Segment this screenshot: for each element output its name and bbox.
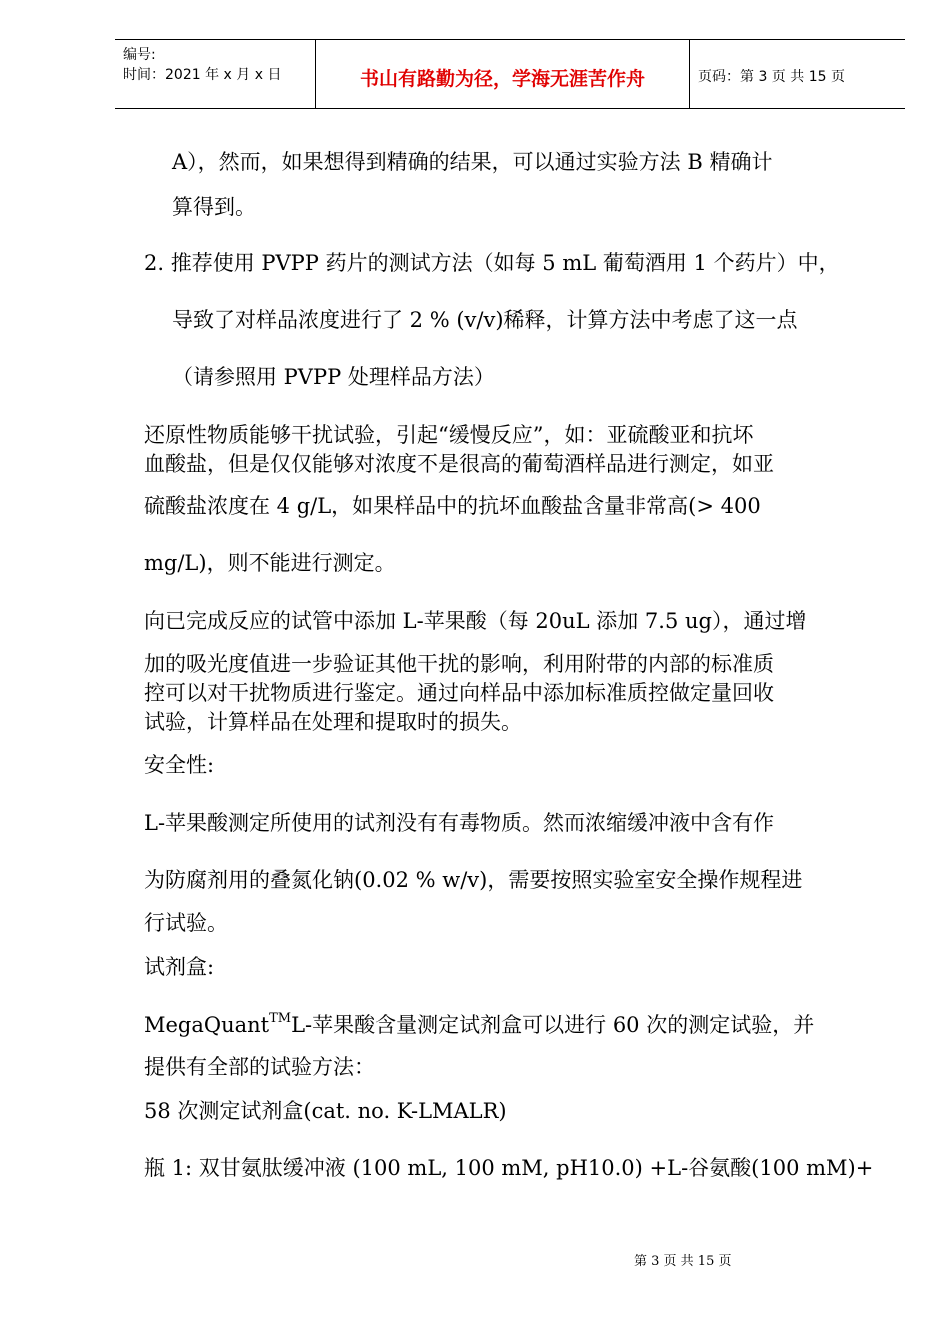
text-line: （请参照用 PVPP 处理样品方法） <box>172 365 495 389</box>
text-line: 58 次测定试剂盒(cat. no. K-LMALR) <box>144 1099 507 1123</box>
text-fragment: L-苹果酸含量测定试剂盒可以进行 60 次的测定试验，并 <box>291 1013 815 1037</box>
text-line: 算得到。 <box>172 195 256 219</box>
text-line: 导致了对样品浓度进行了 2 % (v/v)稀释，计算方法中考虑了这一点 <box>172 308 798 332</box>
header-motto-cell <box>316 40 690 108</box>
motto-text: 书山有路勤为径，学海无涯苦作舟 <box>359 68 645 90</box>
section-heading-kit: 试剂盒: <box>144 955 215 979</box>
text-line: 控可以对干扰物质进行鉴定。通过向样品中添加标准质控做定量回收 <box>144 681 774 705</box>
text-line: 瓶 1: 双甘氨肽缓冲液 (100 mL, 100 mM, pH10.0) +L-谷氨酸(100 mM)+ <box>144 1156 874 1180</box>
text-line: 为防腐剂用的叠氮化钠(0.02 % w/v)，需要按照实验室安全操作规程进 <box>144 868 803 892</box>
text-line: A），然而，如果想得到精确的结果，可以通过实验方法 B 精确计 <box>172 150 773 174</box>
text-line: 加的吸光度值进一步验证其他干扰的影响，利用附带的内部的标准质 <box>144 652 774 676</box>
text-line: 提供有全部的试验方法： <box>144 1055 375 1079</box>
page-header <box>115 39 905 109</box>
text-line-with-trademark <box>144 1011 815 1037</box>
page-info: 页码：第 3 页 共 15 页 <box>698 69 845 85</box>
text-line: 硫酸盐浓度在 4 g/L，如果样品中的抗坏血酸盐含量非常高(> 400 <box>144 494 761 518</box>
brand-name: MegaQuant <box>144 1013 270 1037</box>
text-line: 2. 推荐使用 PVPP 药片的测试方法（如每 5 mL 葡萄酒用 1 个药片）中， <box>144 251 840 275</box>
text-line: 行试验。 <box>144 911 228 935</box>
time-label: 时间：2021 年 x 月 x 日 <box>123 67 282 83</box>
text-line: 向已完成反应的试管中添加 L-苹果酸（每 20uL 添加 7.5 ug），通过增 <box>144 609 807 633</box>
header-meta-cell <box>115 40 316 108</box>
number-label: 编号: <box>123 47 156 63</box>
header-page-cell <box>690 40 905 108</box>
trademark-superscript: TM <box>269 1011 292 1026</box>
text-line: mg/L)，则不能进行测定。 <box>144 551 396 575</box>
text-line: L-苹果酸测定所使用的试剂没有有毒物质。然而浓缩缓冲液中含有作 <box>144 811 775 835</box>
text-line: 试验，计算样品在处理和提取时的损失。 <box>144 710 522 734</box>
text-line: 还原性物质能够干扰试验，引起“缓慢反应”，如：亚硫酸亚和抗坏 <box>144 423 754 447</box>
page-footer: 第 3 页 共 15 页 <box>634 1254 732 1269</box>
section-heading-safety: 安全性: <box>144 753 215 777</box>
text-line: 血酸盐，但是仅仅能够对浓度不是很高的葡萄酒样品进行测定，如亚 <box>144 452 774 476</box>
